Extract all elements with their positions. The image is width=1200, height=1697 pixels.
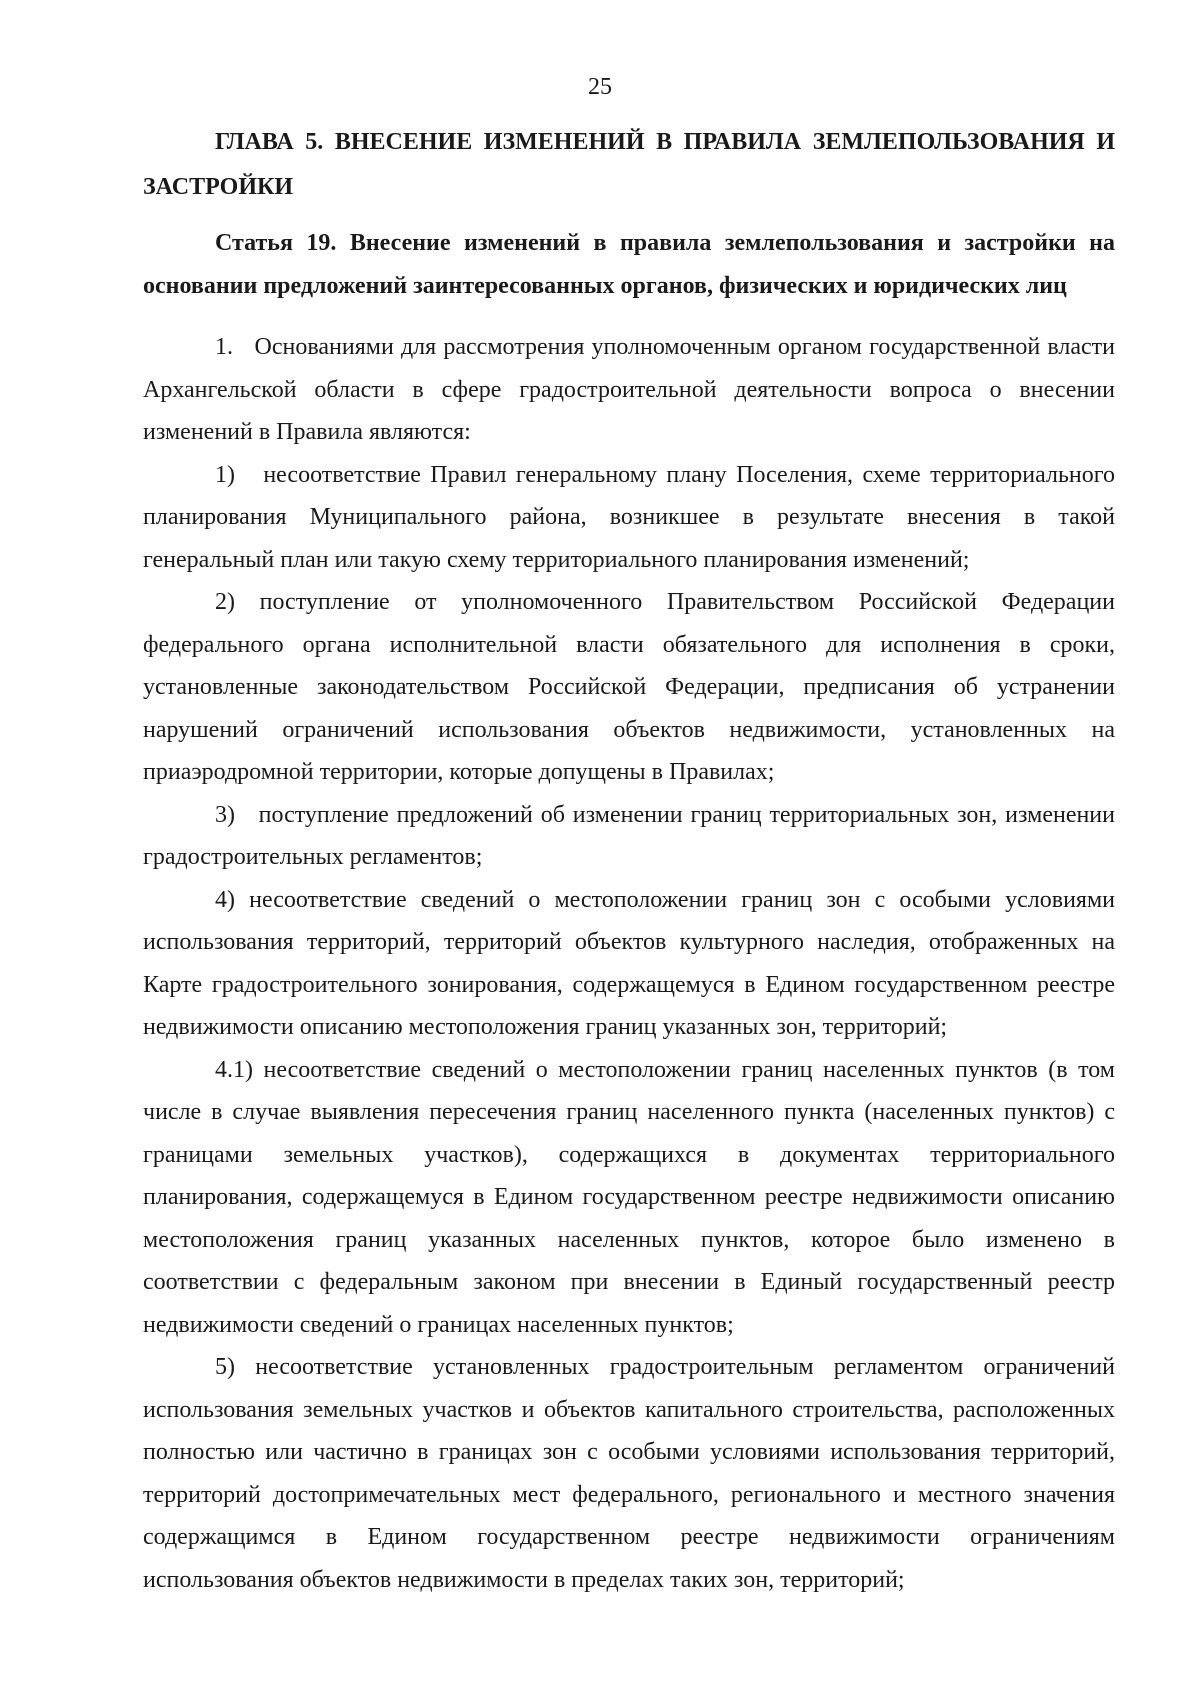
- paragraph-item-5: 5) несоответствие установленных градостроительным регламентом ограничений использования земельных участков и объектов капитального строительства, расположенных полностью или частично в границах зон с особыми условиями использования территорий, территорий достопримечательных мест федерального, регионального и местного значения содержащимся в Едином государственном реестре недвижимости ограничениям использования объектов недвижимости в пределах таких зон, территорий;: [143, 1354, 1115, 1593]
- paragraph-item-1: 1) несоответствие Правил генеральному плану Поселения, схеме территориального планирования Муниципального района, возникшее в результате внесения в такой генеральный план или такую схему территориального планирования изменений;: [143, 461, 1115, 573]
- paragraph-list: [143, 326, 1115, 1601]
- paragraph-item-3: 3) поступление предложений об изменении границ территориальных зон, изменении градостроительных регламентов;: [143, 801, 1115, 870]
- paragraph-item-4: 4) несоответствие сведений о местоположении границ зон с особыми условиями использования территорий, территорий объектов культурного наследия, отображенных на Карте градостроительного зонирования, содержащемуся в Едином государственном реестре недвижимости описанию местоположения границ указанных зон, территорий;: [143, 886, 1115, 1040]
- paragraph-item-2: 2) поступление от уполномоченного Правительством Российской Федерации федерального органа исполнительной власти обязательного для исполнения в сроки, установленные законодательством Российской Федерации, предписания об устранении нарушений ограничений использования объектов недвижимости, установленных на приаэродромной территории, которые допущены в Правилах;: [143, 589, 1115, 785]
- page-content: [143, 120, 1115, 1601]
- paragraph-item-4-1: 4.1) несоответствие сведений о местоположении границ населенных пунктов (в том числе в случае выявления пересечения границ населенного пункта (населенных пунктов) с границами земельных участков), содержащихся в документах территориального планирования, содержащемуся в Едином государственном реестре недвижимости описанию местоположения границ указанных населенных пунктов, которое было изменено в соответствии с федеральным законом при внесении в Единый государственный реестр недвижимости сведений о границах населенных пунктов;: [143, 1056, 1115, 1338]
- page-number: 25: [588, 74, 612, 100]
- paragraph-1: 1. Основаниями для рассмотрения уполномоченным органом государственной власти Архангельской области в сфере градостроительной деятельности вопроса о внесении изменений в Правила являются:: [143, 334, 1115, 445]
- article-title: Статья 19. Внесение изменений в правила землепользования и застройки на основании предложений заинтересованных органов, физических и юридических лиц: [143, 230, 1115, 299]
- chapter-title: ГЛАВА 5. ВНЕСЕНИЕ ИЗМЕНЕНИЙ В ПРАВИЛА ЗЕМЛЕПОЛЬЗОВАНИЯ И ЗАСТРОЙКИ: [143, 129, 1115, 200]
